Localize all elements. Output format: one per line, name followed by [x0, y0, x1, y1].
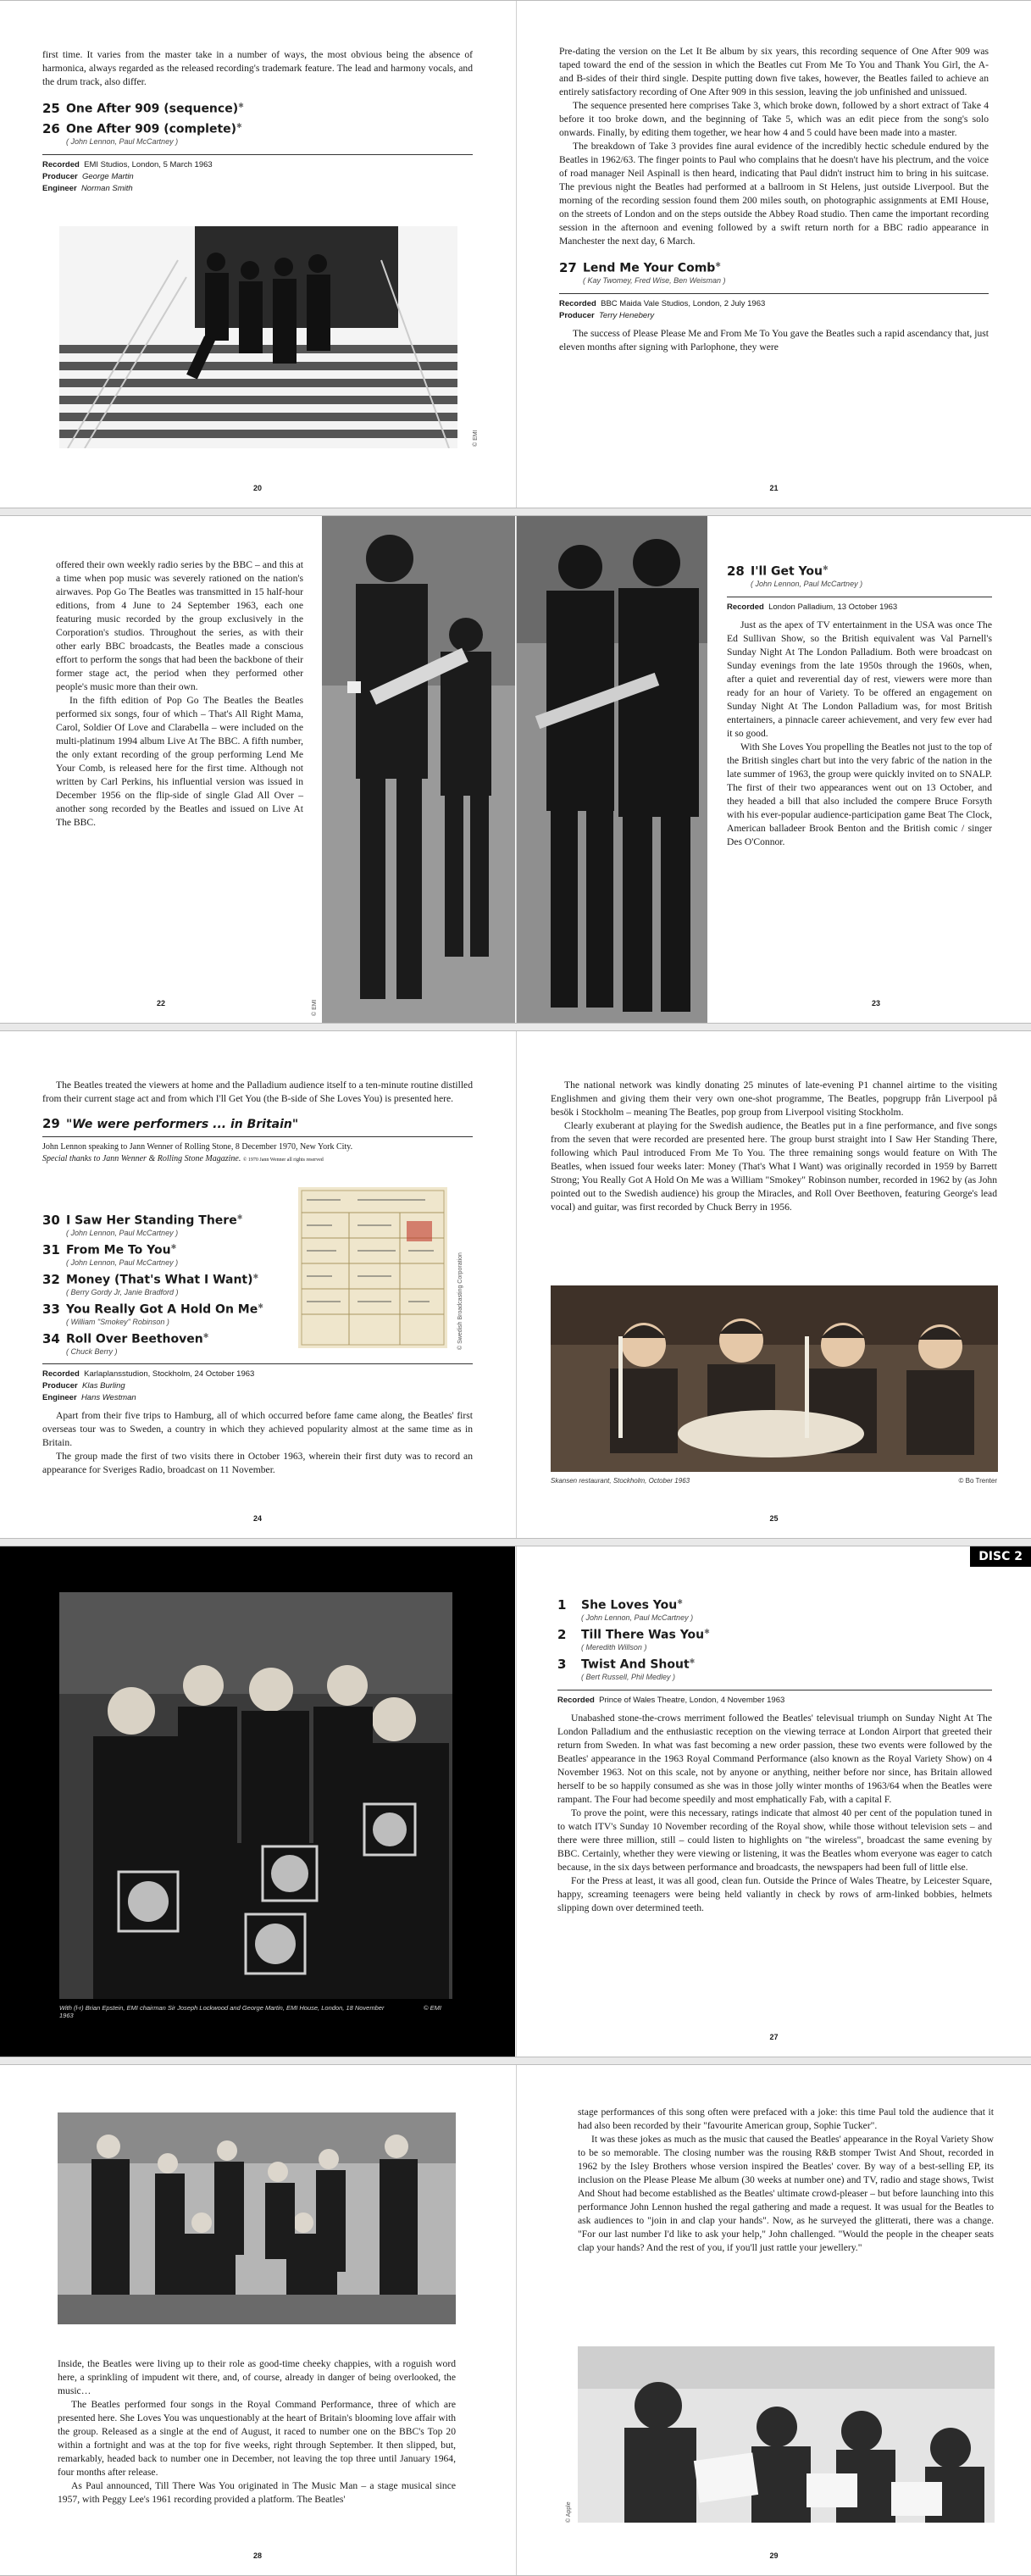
- page-20: [0, 1, 515, 508]
- divider: [42, 154, 473, 155]
- photo-emi-house-gold-discs: [59, 1592, 452, 1999]
- track-number: 29: [42, 1116, 60, 1131]
- disc2-track-2: 2 Till There Was You✱ ( Meredith Willson ): [557, 1627, 710, 1652]
- paragraph: Clearly exuberant at playing for the Swedish audience, the Beatles put in a fine performance, and five songs from the seven that were recorded are presented here. The group burst straight into I Saw Her Standing There, following which Paul introduced From Me To You. The three remaining songs would feature on With The Beatles, when issued four weeks later: Money (That's What I Want) was originally recorded in 1959 by Barrett Strong; You Really Got A Hold On Me was a William "Smokey" Robinson number, recorded in 1962 by (as John pointed out to the Swedish audience) his group the Miracles, and Roll Over Beethoven, featuring George's lead vocal) and guitar, was first recorded by Chuck Berry in 1956.: [551, 1120, 997, 1213]
- document-credit: © Swedish Broadcasting Corporation: [457, 1252, 463, 1350]
- track-number: 27: [559, 260, 577, 275]
- photo-credit: © Bo Trenter: [958, 1477, 997, 1485]
- track-title: I'll Get You✱: [751, 564, 829, 579]
- paragraph: With She Loves You propelling the Beatles not just to the top of the British singles chart but into the very fabric of the nation in the late summer of 1963, the group were quickly invited on to SNALP. The first of their two appearances went out on 13 October, and they headed a bill that also included the compere Bruce Forsyth with his ever-popular audience-participation game Beat The Clock, American balladeer Brook Benton and the British comic / singer Des O'Connor.: [727, 741, 992, 847]
- spread-pages-24-25: [0, 1030, 1031, 1539]
- track-30: 30 I Saw Her Standing There✱ ( John Lennon, Paul McCartney ): [42, 1213, 243, 1237]
- paragraph: Inside, the Beatles were living up to their role as good-time cheeky chappies, with a roguish word here, a sprinkling of impudent wit there, and, of course, already in danger of being overlooked, the music…: [58, 2358, 456, 2396]
- paragraph: Just as the apex of TV entertainment in the USA was once The Ed Sullivan Show, so the British equivalent was Val Parnell's Sunday Night At The London Palladium. Both were broadcast on Sunday evenings from the late 1950s through the 1960s, when, after a quiet and reverential day of rest, viewers were more than ready for an hour of Variety. To be offered an engagement on Sunday Night At The London Palladium was, for most British entertainers, a pinnacle career achievement, and very few ever had it so good.: [727, 619, 992, 739]
- track-34: 34 Roll Over Beethoven✱ ( Chuck Berry ): [42, 1331, 209, 1356]
- paragraph: To prove the point, were this necessary, ratings indicate that almost 40 per cent of the population tuned in to watch ITV's Sunday 10 November recording of the Royal show, while those without television sets – and there were three million, still – could listen to highlights on "the wireless", broadcast the same evening by BBC. Certainly, whether they were viewing or listening, it was the Beatles whom everyone was eager to catch because, in the six days between performance and broadcasts, the newspapers had been full of little else.: [557, 1807, 992, 1873]
- spread-pages-28-29: [0, 2064, 1031, 2576]
- photo-beatles-with-guitars-left: [322, 516, 515, 1023]
- disc-2-tab: DISC 2: [970, 1546, 1031, 1567]
- intro-text: first time. It varies from the master take in a number of ways, the most obvious being the absence of harmonica, always regarded as the released recording's trademark feature. The lead and harmony vocals, and the drum track, also differ.: [42, 49, 473, 87]
- track-29: [42, 1116, 473, 1131]
- track-25: [42, 101, 473, 116]
- photo-caption: With (l-r) Brian Epstein, EMI chairman Sir Joseph Lockwood and George Martin, EMI House, London, 18 November 1963: [59, 2004, 385, 2019]
- page-27: [516, 1546, 1031, 2057]
- session-info: Recorded London Palladium, 13 October 1963: [727, 602, 898, 612]
- track-title: One After 909 (complete)✱: [66, 122, 242, 136]
- track-28: [727, 564, 992, 579]
- session-info: Recorded BBC Maida Vale Studios, London, 2 July 1963 Producer Terry Henebery: [559, 299, 766, 320]
- quote-source: John Lennon speaking to Jann Wenner of Rolling Stone, 8 December 1970, New York City. Special thanks to Jann Wenner & Rolling Stone Magazine. © 1970 Jann Wenner all rights reserved: [42, 1142, 353, 1163]
- songwriter-credit: ( Kay Twomey, Fred Wise, Ben Weisman ): [583, 276, 726, 285]
- photo-royal-command-backstage: [58, 2112, 456, 2324]
- photo-skansen-restaurant: [551, 1285, 998, 1472]
- session-info: Recorded Karlaplansstudion, Stockholm, 24 October 1963 Producer Klas Burling Engineer Hans Westman: [42, 1369, 255, 1402]
- photo-credit: © EMI: [473, 430, 479, 447]
- paragraph: As Paul announced, Till There Was You originated in The Music Man – a stage musical since 1957, with Peggy Lee's 1961 recording provided a platform. The Beatles': [58, 2480, 456, 2505]
- photo-credit: © EMI: [312, 999, 318, 1016]
- paragraph: The group made the first of two visits there in October 1963, wherein their first duty was to record an appearance for Sveriges Radio, broadcast on 11 November.: [42, 1451, 473, 1475]
- track-33: 33 You Really Got A Hold On Me✱ ( William "Smokey" Robinson ): [42, 1302, 263, 1326]
- page-22: [0, 516, 515, 1023]
- track-number: 25: [42, 101, 60, 116]
- track-number: 28: [727, 564, 745, 579]
- divider: [559, 293, 989, 294]
- paragraph: In the fifth edition of Pop Go The Beatles the Beatles performed six songs, four of which – That's All Right Mama, Carol, Soldier Of Love and Clarabella – were included on the multi-platinum 1994 album Live At The BBC. A fifth number, the only extant recording of the group performing Lend Me Your Comb, is released here for the first time. Although not written by Carl Perkins, his influential version was issued in December 1956 on the flip-side of single Glad All Over – another song recorded by the Beatles and issued on Live At The BBC.: [56, 695, 303, 828]
- intro-text: The Beatles treated the viewers at home and the Palladium audience itself to a ten-minute routine distilled from their current stage act and from which I'll Get You (the B-side of She Loves You) is presented here.: [42, 1080, 473, 1104]
- paragraph: stage performances of this song often were prefaced with a joke: this time Paul told the audience that it had also been recorded by their "favourite American group, Sophie Tucker".: [578, 2107, 994, 2131]
- spread-pages-26-27: [0, 1546, 1031, 2057]
- page-29: [516, 2065, 1031, 2575]
- track-title: Lend Me Your Comb✱: [583, 261, 721, 275]
- page-21: [516, 1, 1031, 508]
- photo-credit: © EMI: [424, 2004, 441, 2012]
- page-number: 28: [252, 2551, 262, 2560]
- paragraph: Pre-dating the version on the Let It Be album by six years, this recording sequence of One After 909 was taped toward the end of the session in which the Beatles cut From Me To You and Thank You Girl, the A- and B-sides of their third single. Despite putting down five takes, however, the Beatles failed to achieve an entirely satisfactory recording of One After 909 in this session, leaving the job unfinished and unissued.: [559, 46, 989, 97]
- page-number: 20: [252, 484, 262, 492]
- disc2-track-3: 3 Twist And Shout✱ ( Bert Russell, Phil Medley ): [557, 1657, 696, 1681]
- paragraph: Apart from their five trips to Hamburg, all of which occurred before fame came along, the Beatles' first overseas tour was to Sweden, a country in which they achieved popularity almost at the same time as in Britain.: [42, 1410, 473, 1448]
- songwriter-credit: ( John Lennon, Paul McCartney ): [751, 580, 863, 588]
- paragraph: The national network was kindly donating 25 minutes of late-evening P1 channel airtime to the visiting Englishmen and giving them their very own one-shot programme, The Beatles, popgrupp från Liverpool på besök i Stockholm – meaning The Beatles, pop group from Liverpool visiting Stockholm.: [551, 1080, 997, 1118]
- divider: [42, 1363, 473, 1364]
- session-info: Recorded EMI Studios, London, 5 March 1963 Producer George Martin Engineer Norman Smith: [42, 160, 213, 193]
- page-number: 23: [871, 999, 880, 1008]
- photo-beatles-on-stairs: [59, 226, 457, 448]
- page-25: [516, 1031, 1031, 1538]
- paragraph: The success of Please Please Me and From Me To You gave the Beatles such a rapid ascendancy that, just eleven months after signing with Parlophone, they were: [559, 328, 989, 353]
- page-number: 29: [769, 2551, 779, 2560]
- paragraph: For the Press at least, it was all good, clean fun. Outside the Prince of Wales Theatre, by Leicester Square, happy, screaming teenagers were being held valiantly in check by rows of arm-linked bobbies, helmets slipping down over determined teeth.: [557, 1875, 992, 1913]
- photo-beatles-with-guitars-right: [517, 516, 707, 1023]
- track-32: 32 Money (That's What I Want)✱ ( Berry Gordy Jr, Janie Bradford ): [42, 1272, 259, 1296]
- track-27: [559, 260, 989, 275]
- paragraph: The breakdown of Take 3 provides fine aural evidence of the incredibly hectic schedule endured by the Beatles in 1962/63. The finger points to Paul who complains that he doesn't have his plectrum, and the voice of road manager Neil Aspinall is then heard, indicating that Paul didn't instruct him to bring in his suitcase. The previous night the Beatles had performed at a ballroom in St Helens, just outside Liverpool. But the morning of the recording session found them 200 miles south, on photographic assignments at EMI House, on the streets of London and on the steps outside the Abbey Road studio. Then came the important recording session in the afternoon and evening followed by a swift return north for a BBC radio appearance in Manchester the next day, 6 March.: [559, 141, 989, 247]
- track-26: [42, 121, 473, 136]
- paragraph: offered their own weekly radio series by the BBC – and this at a time when pop music was severely rationed on the nation's airwaves. Pop Go The Beatles was transmitted in 15 half-hour editions, from 4 June to 24 September 1963, each one featuring music recorded by the group exclusively in the Corporation's studios. Throughout the series, as with their other early BBC broadcasts, the Beatles made a conscious effort to perform the songs that had been the backbone of their former stage act, the period when they performed other people's music more than their own.: [56, 559, 303, 692]
- page-number: 24: [252, 1514, 262, 1523]
- track-31: 31 From Me To You✱ ( John Lennon, Paul McCartney ): [42, 1242, 179, 1267]
- photo-session-document: [298, 1187, 447, 1348]
- page-28: [0, 2065, 515, 2575]
- disc2-track-1: 1 She Loves You✱ ( John Lennon, Paul McCartney ): [557, 1597, 694, 1622]
- spread-pages-22-23: [0, 515, 1031, 1024]
- songwriter-credit: ( John Lennon, Paul McCartney ): [66, 137, 179, 146]
- track-number: 26: [42, 121, 60, 136]
- photo-credit: © Apple: [566, 2501, 572, 2523]
- photo-beatles-reading-papers: [578, 2346, 995, 2523]
- track-title: One After 909 (sequence)✱: [66, 102, 244, 116]
- session-info: Recorded Prince of Wales Theatre, London, 4 November 1963: [557, 1696, 785, 1705]
- page-number: 25: [769, 1514, 779, 1523]
- paragraph: The sequence presented here comprises Take 3, which broke down, followed by a short extract of Take 4 before it too broke down, and the beginning of Take 5, which was an edit piece from the song's solo onwards. Finally, by editing them together, we hear how 4 and 5 could have been made into a master.: [559, 100, 989, 138]
- page-26: [0, 1546, 515, 2057]
- paragraph: It was these jokes as much as the music that caused the Beatles' appearance in the Royal Variety Show to be so memorable. The closing number was the rousing R&B stomper Twist And Shout, recorded in 1962 by the Isley Brothers whose version inspired the Beatles' cover. By way of a best-selling EP, its inclusion on the Please Please Me album (30 weeks at number one) and TV, radio and stage shows, Twist And Shout had become established as the Beatles' ultimate crowd-pleaser – but before launching into this performance John Lennon hushed the regal gathering and made a request. It was usual for the Beatles to ask audiences to "join in and clap your hands". Now, as he surveyed the glitterati, there was a change. "For our last number I'd like to ask your help," John challenged. "Would the people in the cheaper seats clap your hands? And the rest of you, if you'll just rattle your jewellery.": [578, 2134, 994, 2253]
- page-23: [516, 516, 1031, 1023]
- photo-caption: Skansen restaurant, Stockholm, October 1963: [551, 1477, 690, 1485]
- page-number: 21: [769, 484, 779, 492]
- paragraph: Unabashed stone-the-crows merriment followed the Beatles' televisual triumph on Sunday Night At The London Palladium and the enthusiastic reception on the viewing terrace at London Airport that greeted their return from Sweden. In what was fast becoming a new order passion, these two events were followed by the Beatles' appearance in the 1963 Royal Command Performance (also known as the Royal Variety Show) on 4 November 1963. Not on this scale, not by anyone or anything, neither before nor since, has Britain allowed herself to be so happily consumed as she was in those jolly winter months of 1963/64 when the Beatles were rampant. The Four had become speedily and most emphatically Fab, with a capital F.: [557, 1713, 992, 1805]
- spread-pages-20-21: [0, 0, 1031, 508]
- paragraph: The Beatles performed four songs in the Royal Command Performance, three of which are presented here. She Loves You was unquestionably at the heart of Britain's blooming love affair with the group. Released as a single at the end of August, it raced to number one on the BBC's Top 20 within a fortnight and was at the top for five weeks, right through September. It then slipped, but, remarkably, headed back to number one in December, not leaving the top three until January 1964, four months after release.: [58, 2399, 456, 2478]
- page-number: 27: [769, 2033, 779, 2041]
- page-24: [0, 1031, 515, 1538]
- divider: [42, 1136, 473, 1137]
- track-title: "We were performers ... in Britain": [66, 1118, 299, 1131]
- page-number: 22: [156, 999, 165, 1008]
